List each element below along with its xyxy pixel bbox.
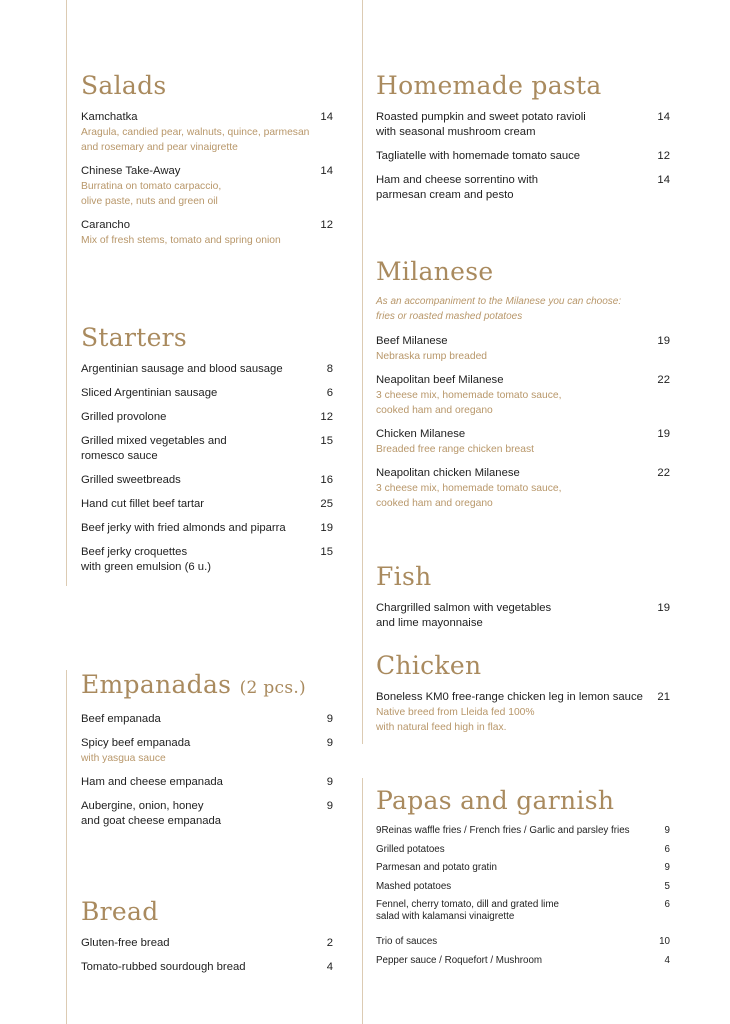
menu-item-price: 6 — [664, 843, 670, 855]
menu-item-text — [376, 173, 650, 203]
column-divider — [66, 0, 67, 586]
menu-item-description: Burratina on tomato carpaccio, olive paste, nuts and green oil — [81, 181, 222, 207]
menu-item — [376, 825, 670, 837]
menu-item-price: 12 — [320, 219, 333, 231]
menu-item-description: Nebraska rump breaded — [376, 351, 488, 362]
menu-item-name: Grilled potatoes — [376, 843, 445, 855]
section-papas — [376, 785, 670, 973]
section-starters — [81, 322, 333, 584]
menu-item-name: Kamchatka — [81, 111, 138, 123]
menu-item-price: 21 — [657, 691, 670, 703]
menu-item-text — [376, 110, 650, 140]
menu-item-text — [81, 545, 313, 575]
menu-item-text — [81, 362, 313, 377]
menu-item-name: Beef jerky croquettes with green emulsion (6 u.) — [81, 546, 211, 573]
menu-item — [376, 881, 670, 893]
menu-item-price: 9 — [326, 737, 333, 749]
menu-item-text — [81, 434, 313, 464]
chicken-title — [376, 650, 670, 682]
menu-item-price: 14 — [320, 165, 333, 177]
menu-item-text — [81, 164, 313, 209]
menu-item-description: Aragula, candied pear, walnuts, quince, parmesan and rosemary and pear vinaigrette — [81, 127, 310, 153]
menu-item-name: Argentinian sausage and blood sausage — [81, 363, 283, 375]
menu-item-text — [81, 497, 313, 512]
menu-item-text — [376, 690, 650, 735]
menu-item-description: 3 cheese mix, homemade tomato sauce, cooked ham and oregano — [376, 390, 562, 416]
menu-item — [376, 427, 670, 457]
menu-item-name: Spicy beef empanada — [81, 737, 191, 749]
section-salads — [81, 70, 333, 257]
column-divider — [66, 670, 67, 1024]
menu-item-price: 19 — [320, 522, 333, 534]
menu-item — [376, 899, 670, 923]
menu-item-text — [81, 736, 313, 766]
menu-item-price: 2 — [326, 937, 333, 949]
menu-item-text — [81, 386, 313, 401]
menu-item-price: 14 — [657, 174, 670, 186]
menu-item-name: Beef empanada — [81, 713, 161, 725]
menu-item-text — [81, 110, 313, 155]
menu-item-name: Grilled mixed vegetables and romesco sauce — [81, 435, 227, 462]
menu-item-name: Chargrilled salmon with vegetables and lime mayonnaise — [376, 602, 552, 629]
menu-item-price: 19 — [657, 428, 670, 440]
menu-item — [81, 521, 333, 536]
menu-item-name: Trio of sauces — [376, 936, 438, 947]
starters-title — [81, 322, 333, 354]
column-divider — [362, 0, 363, 744]
menu-item — [376, 334, 670, 364]
section-milanese — [376, 256, 670, 520]
starters-title-text: Starters — [81, 323, 188, 352]
menu-item-name: Carancho — [81, 219, 130, 231]
menu-item-name: Beef jerky with fried almonds and piparra — [81, 522, 286, 534]
menu-item — [81, 799, 333, 829]
menu-item — [81, 545, 333, 575]
menu-item-price: 15 — [320, 435, 333, 447]
pasta-title-text: Homemade pasta — [376, 71, 602, 100]
menu-item-price: 9 — [664, 825, 670, 836]
menu-item-description: 3 cheese mix, homemade tomato sauce, cooked ham and oregano — [376, 483, 562, 509]
menu-item — [376, 936, 670, 948]
section-empanadas — [81, 669, 333, 838]
menu-item-price: 25 — [320, 498, 333, 510]
menu-item-name: Fennel, cherry tomato, dill and grated lime salad with kalamansi vinaigrette — [376, 899, 559, 922]
bread-title — [81, 896, 333, 928]
menu-item-name: Beef Milanese — [376, 335, 448, 347]
empanadas-title-text: Empanadas — [81, 670, 232, 699]
pasta-title — [376, 70, 670, 102]
empanadas-title — [81, 669, 333, 704]
menu-item — [81, 473, 333, 488]
menu-item-name: Roasted pumpkin and sweet potato ravioli with seasonal mushroom cream — [376, 111, 586, 138]
menu-item-price: 9 — [326, 800, 333, 812]
menu-item — [376, 955, 670, 967]
menu-item — [81, 164, 333, 209]
menu-item — [376, 690, 670, 735]
menu-item — [376, 149, 670, 164]
menu-item — [376, 110, 670, 140]
section-chicken — [376, 650, 670, 744]
menu-item-name: Parmesan and potato gratin — [376, 862, 497, 873]
menu-item — [81, 362, 333, 377]
menu-item-name: Tagliatelle with homemade tomato sauce — [376, 150, 581, 162]
menu-item-name: Mashed potatoes — [376, 880, 452, 892]
menu-item-name: Neapolitan beef Milanese — [376, 374, 504, 386]
menu-item-name: Neapolitan chicken Milanese — [376, 467, 520, 479]
menu-item-text — [376, 955, 650, 967]
menu-item-name: Chinese Take-Away — [81, 165, 181, 177]
chicken-title-text: Chicken — [376, 651, 482, 680]
menu-item-text — [376, 149, 650, 164]
menu-item — [376, 466, 670, 511]
menu-item-name: Aubergine, onion, honey and goat cheese empanada — [81, 800, 222, 827]
menu-item-price: 14 — [320, 111, 333, 123]
menu-item-description: Native breed from Lleida fed 100% with natural feed high in flax. — [376, 707, 535, 733]
empanadas-subtitle: (2 pcs.) — [239, 678, 306, 698]
section-bread — [81, 896, 333, 984]
menu-item — [81, 936, 333, 951]
menu-item-text — [376, 862, 650, 874]
menu-item — [376, 862, 670, 874]
menu-item-text — [376, 466, 650, 511]
menu-item — [376, 173, 670, 203]
menu-item-name: Hand cut fillet beef tartar — [81, 498, 205, 510]
menu-item-text — [81, 799, 313, 829]
menu-item-name: 9Reinas waffle fries / French fries / Garlic and parsley fries — [376, 825, 630, 836]
bread-title-text: Bread — [81, 897, 159, 926]
menu-item-name: Gluten-free bread — [81, 937, 170, 949]
menu-item-name: Grilled provolone — [81, 411, 167, 423]
menu-item-name: Boneless KM0 free-range chicken leg in lemon sauce — [376, 691, 643, 703]
menu-item-price: 6 — [326, 387, 333, 399]
milanese-title — [376, 256, 670, 288]
menu-item — [81, 110, 333, 155]
menu-item-description: Breaded free range chicken breast — [376, 444, 534, 455]
menu-item-text — [376, 844, 650, 856]
menu-item-price: 22 — [657, 374, 670, 386]
menu-item-price: 9 — [326, 713, 333, 725]
menu-item-price: 19 — [657, 335, 670, 347]
menu-item-text — [376, 825, 650, 837]
menu-item-text — [81, 712, 313, 727]
menu-item-name: Sliced Argentinian sausage — [81, 387, 218, 399]
menu-item — [81, 386, 333, 401]
menu-item-name: Pepper sauce / Roquefort / Mushroom — [376, 954, 543, 966]
menu-item-text — [376, 601, 650, 631]
menu-item-name: Tomato-rubbed sourdough bread — [81, 961, 246, 973]
milanese-title-text: Milanese — [376, 257, 494, 286]
menu-item-text — [81, 960, 313, 975]
fish-title — [376, 561, 670, 593]
menu-item-text — [81, 775, 313, 790]
menu-item — [81, 497, 333, 512]
menu-item-text — [81, 218, 313, 248]
menu-item — [376, 601, 670, 631]
menu-item-name: Ham and cheese sorrentino with parmesan cream and pesto — [376, 174, 539, 201]
menu-item-text — [81, 936, 313, 951]
fish-title-text: Fish — [376, 562, 432, 591]
menu-item-name: Chicken Milanese — [376, 428, 466, 440]
menu-item-price: 5 — [664, 880, 670, 892]
menu-item-price: 10 — [659, 936, 670, 947]
menu-item-price: 19 — [657, 602, 670, 614]
menu-item-price: 12 — [320, 411, 333, 423]
menu-item-text — [81, 521, 313, 536]
menu-item-price: 6 — [664, 899, 670, 910]
menu-item — [376, 373, 670, 418]
menu-item-price: 9 — [664, 862, 670, 873]
menu-item-text — [81, 473, 313, 488]
menu-item-name: Grilled sweetbreads — [81, 474, 181, 486]
section-pasta — [376, 70, 670, 212]
menu-item — [81, 960, 333, 975]
section-fish — [376, 561, 670, 640]
menu-item — [81, 712, 333, 727]
papas-title-text: Papas and garnish — [376, 786, 615, 815]
menu-item-description: with yasgua sauce — [81, 753, 166, 764]
menu-item — [81, 410, 333, 425]
menu-item-price: 9 — [326, 776, 333, 788]
menu-item-text — [376, 881, 650, 893]
menu-item-price: 15 — [320, 546, 333, 558]
menu-item-text — [81, 410, 313, 425]
menu-item-text — [376, 334, 650, 364]
menu-item-price: 8 — [326, 363, 333, 375]
column-divider — [362, 778, 363, 1024]
menu-item-text — [376, 427, 650, 457]
menu-item-price: 12 — [657, 150, 670, 162]
menu-item — [81, 775, 333, 790]
papas-title — [376, 785, 670, 817]
menu-item-price: 22 — [657, 467, 670, 479]
menu-item-text — [376, 373, 650, 418]
menu-item-text — [376, 936, 650, 948]
menu-item-name: Ham and cheese empanada — [81, 776, 223, 788]
salads-title — [81, 70, 333, 102]
menu-item-description: Mix of fresh stems, tomato and spring onion — [81, 235, 281, 246]
menu-item-price: 14 — [657, 111, 670, 123]
menu-item — [81, 736, 333, 766]
menu-item-text — [376, 899, 650, 923]
menu-item — [81, 218, 333, 248]
menu-item — [81, 434, 333, 464]
menu-item-price: 16 — [320, 474, 333, 486]
menu-item-price: 4 — [326, 961, 333, 973]
menu-item — [376, 844, 670, 856]
menu-item-price: 4 — [664, 954, 670, 966]
milanese-note: As an accompaniment to the Milanese you can choose: fries or roasted mashed potatoes — [376, 296, 622, 322]
salads-title-text: Salads — [81, 71, 167, 100]
